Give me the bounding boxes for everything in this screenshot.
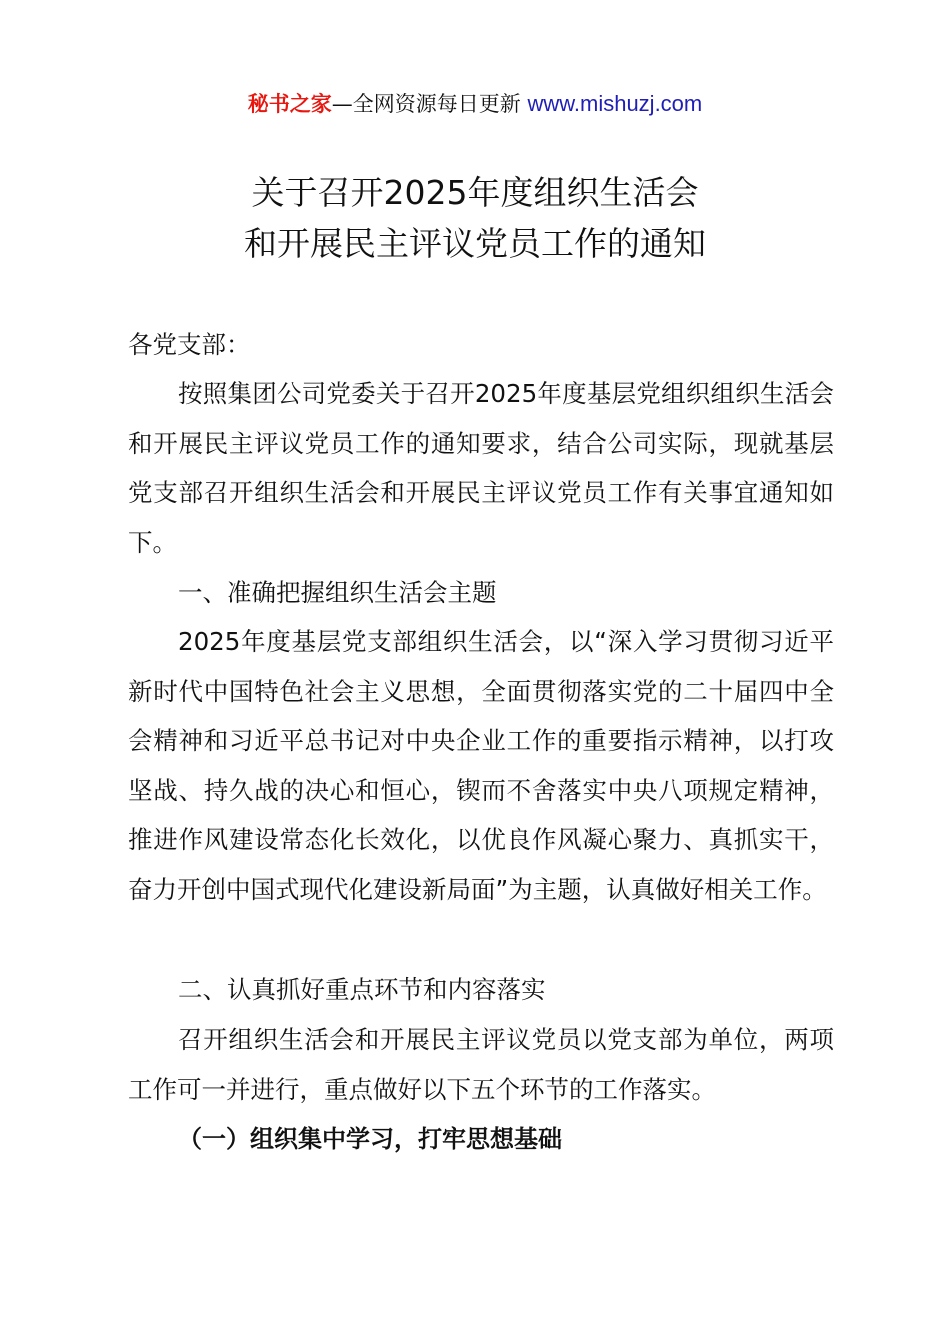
brand-name: 秘书之家 [247,92,332,116]
subsection-heading-1: （一）组织集中学习，打牢思想基础 [178,1125,562,1153]
section-heading-2: 二、认真抓好重点环节和内容落实 [178,975,546,1004]
document-title-line-1: 关于召开2025年度组织生活会 [251,173,699,212]
paragraph-intro: 按照集团公司党委关于召开2025年度基层党组织组织生活会和开展民主评议党员工作的通知要求，结合公司实际，现就基层党支部召开组织生活会和开展民主评议党员工作有关事宜通知如下。 [128,379,834,557]
site-header [0,88,950,120]
document-title-line-2: 和开展民主评议党员工作的通知 [244,224,706,263]
paragraph-theme: 2025年度基层党支部组织生活会，以“深入学习贯彻习近平新时代中国特色社会主义思想，全面贯彻落实党的二十届四中全会精神和习近平总书记对中央企业工作的重要指示精神，以打攻坚战、持久战的决心和恒心，锲而不舍落实中央八项规定精神，推进作风建设常态化长效化，以优良作风凝心聚力、真抓实干，奋力开创中国式现代化建设新局面”为主题，认真做好相关工作。 [128,627,834,904]
section-heading-1: 一、准确把握组织生活会主题 [178,578,497,607]
salutation: 各党支部： [128,330,251,359]
header-tagline: —全网资源每日更新 [331,92,528,116]
site-url-link[interactable]: www.mishuzj.com [527,91,703,116]
paragraph-implementation: 召开组织生活会和开展民主评议党员以党支部为单位，两项工作可一并进行，重点做好以下五个环节的工作落实。 [128,1025,834,1104]
